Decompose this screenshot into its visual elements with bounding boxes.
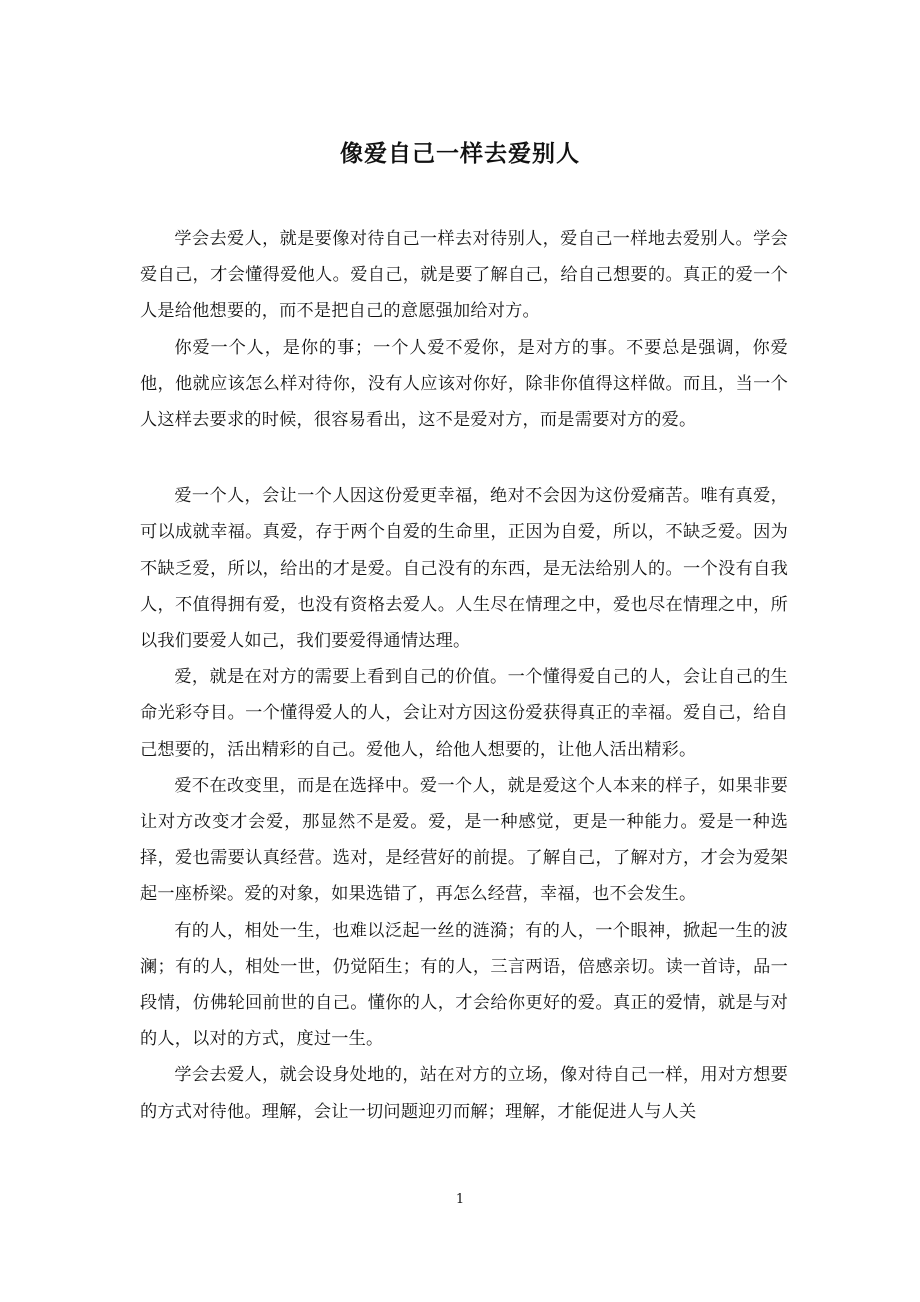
paragraph: 爱一个人，会让一个人因这份爱更幸福，绝对不会因为这份爱痛苦。唯有真爱，可以成就幸福。真爱，存于两个自爱的生命里，正因为自爱，所以，不缺乏爱。因为不缺乏爱，所以，给出的才是爱。自己没有的东西，是无法给别人的。一个没有自我人，不值得拥有爱，也没有资格去爱人。人生尽在情理之中，爱也尽在情理之中，所以我们要爱人如己，我们要爱得通情达理。: [140, 486, 788, 652]
paragraph: 学会去爱人，就会设身处地的，站在对方的立场，像对待自己一样，用对方想要的方式对待他。理解，会让一切问题迎刃而解；理解，才能促进人与人关: [140, 1065, 788, 1122]
page-number: 1: [455, 1192, 465, 1207]
paragraph-gap: [140, 438, 788, 478]
document-body: [140, 221, 788, 1130]
paragraph: 有的人，相处一生，也难以泛起一丝的涟漪；有的人，一个眼神，掀起一生的波澜；有的人，相处一世，仍觉陌生；有的人，三言两语，倍感亲切。读一首诗，品一段情，仿佛轮回前世的自己。懂你的人，才会给你更好的爱。真正的爱情，就是与对的人，以对的方式，度过一生。: [140, 920, 788, 1050]
paragraph: 爱，就是在对方的需要上看到自己的价值。一个懂得爱自己的人，会让自己的生命光彩夺目。一个懂得爱人的人，会让对方因这份爱获得真正的幸福。爱自己，给自己想要的，活出精彩的自己。爱他人，给他人想要的，让他人活出精彩。: [140, 667, 788, 760]
document-title: 像爱自己一样去爱别人: [340, 141, 580, 167]
paragraph: 你爱一个人，是你的事；一个人爱不爱你，是对方的事。不要总是强调，你爱他，他就应该怎么样对待你，没有人应该对你好，除非你值得这样做。而且，当一个人这样去要求的时候，很容易看出，这不是爱对方，而是需要对方的爱。: [140, 337, 788, 431]
paragraph: 爱不在改变里，而是在选择中。爱一个人，就是爱这个人本来的样子，如果非要让对方改变才会爱，那显然不是爱。爱，是一种感觉，更是一种能力。爱是一种选择，爱也需要认真经营。选对，是经营好的前提。了解自己，了解对方，才会为爱架起一座桥梁。爱的对象，如果选错了，再怎么经营，幸福，也不会发生。: [140, 775, 788, 905]
paragraph: 学会去爱人，就是要像对待自己一样去对待别人，爱自己一样地去爱别人。学会爱自己，才会懂得爱他人。爱自己，就是要了解自己，给自己想要的。真正的爱一个人是给他想要的，而不是把自己的意愿强加给对方。: [140, 229, 788, 322]
